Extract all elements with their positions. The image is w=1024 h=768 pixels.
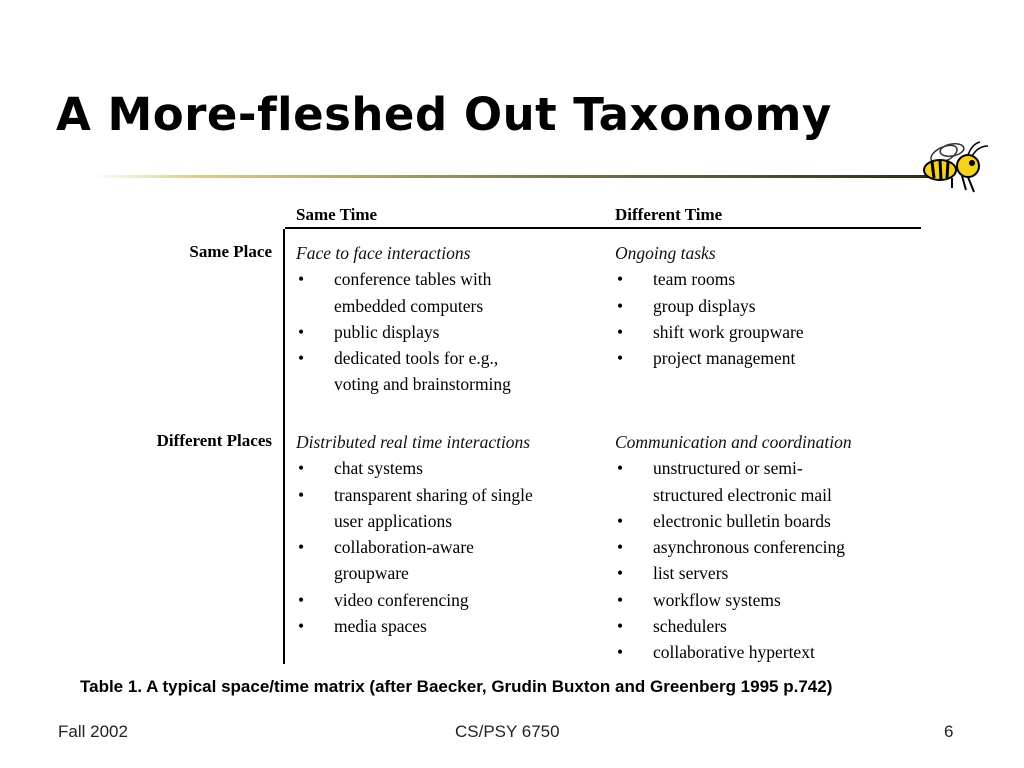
table-caption: Table 1. A typical space/time matrix (after Baecker, Grudin Buxton and Greenberg 1995 p.742) [80, 677, 833, 696]
list-item: • collaborative hypertext [617, 642, 815, 663]
list-item: • team rooms [617, 269, 736, 290]
col-header-different-time: Different Time [615, 205, 723, 224]
list-item: • electronic bulletin boards [617, 510, 831, 531]
cell-heading: Face to face interactions [296, 243, 471, 263]
row-label-different-places: Different Places [156, 431, 272, 450]
list-item: • media spaces [298, 616, 427, 637]
list-item: • group displays [617, 295, 756, 316]
footer-course: CS/PSY 6750 [455, 722, 560, 741]
cell-different-places-different-time [615, 429, 852, 666]
list-item: • transparent sharing of single user applications [298, 484, 533, 531]
list-item: • project management [617, 348, 796, 369]
header-divider [285, 227, 921, 229]
page-title: A More-fleshed Out Taxonomy [56, 88, 832, 141]
list-item: • dedicated tools for e.g., voting and brainstorming [298, 348, 511, 395]
cell-same-place-same-time [296, 240, 511, 398]
col-header-same-time: Same Time [296, 205, 378, 224]
list-item: • list servers [617, 563, 729, 584]
list-item: • shift work groupware [617, 321, 804, 342]
cell-heading: Ongoing tasks [615, 243, 716, 263]
footer-page-number: 6 [944, 722, 954, 741]
list-item: • schedulers [617, 616, 727, 637]
footer-date: Fall 2002 [58, 722, 128, 741]
list-item: • chat systems [298, 458, 423, 479]
list-item: • public displays [298, 321, 440, 342]
list-item: • asynchronous conferencing [617, 537, 845, 558]
list-item: • workflow systems [617, 589, 781, 610]
list-item: • unstructured or semi- structured electronic mail [617, 458, 832, 505]
cell-different-places-same-time [296, 429, 533, 639]
list-item: • collaboration-aware groupware [298, 537, 474, 584]
cell-heading: Communication and coordination [615, 432, 852, 452]
row-label-same-place: Same Place [189, 242, 272, 261]
cell-same-place-different-time [615, 240, 804, 371]
cell-heading: Distributed real time interactions [296, 432, 531, 452]
list-item: • video conferencing [298, 589, 469, 610]
list-item: • conference tables with embedded computers [298, 269, 492, 316]
row-label-divider [283, 229, 285, 664]
